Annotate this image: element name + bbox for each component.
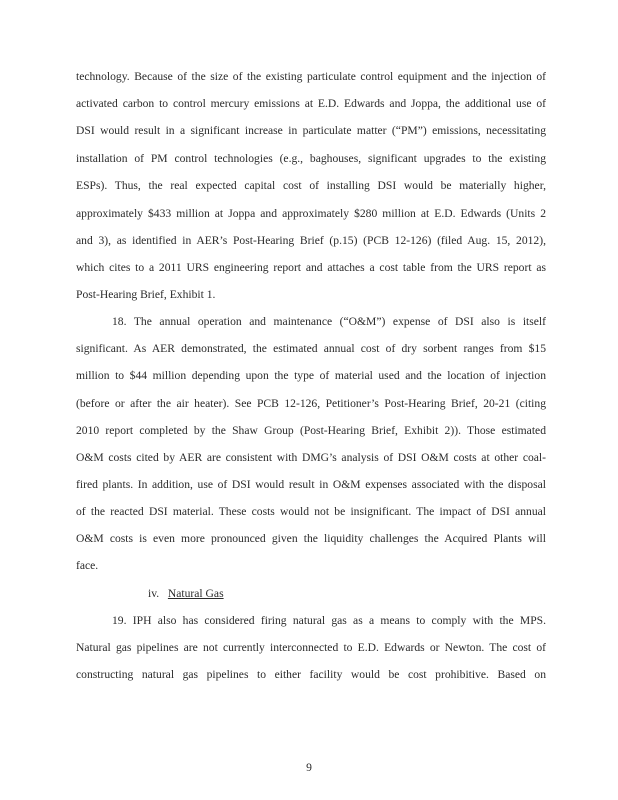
body-line: constructing natural gas pipelines to either facility would be cost prohibitive. Based on — [76, 668, 546, 681]
body-line: ESPs). Thus, the real expected capital cost of installing DSI would be materially higher, — [76, 179, 546, 192]
section-title: Natural Gas — [167, 587, 224, 600]
body-line: million to $44 million depending upon the type of material used and the location of injection — [76, 369, 546, 382]
body-line: and 3), as identified in AER’s Post-Hearing Brief (p.15) (PCB 12-126) (filed Aug. 15, 2012), — [76, 234, 546, 247]
body-line: technology. Because of the size of the existing particulate control equipment and the injection of — [76, 70, 546, 83]
body-line: face. — [76, 559, 99, 572]
paragraph-18-start: 18. The annual operation and maintenance (“O&M”) expense of DSI also is itself — [112, 315, 546, 328]
body-line: fired plants. In addition, use of DSI would result in O&M expenses associated with the disposal — [76, 478, 546, 491]
section-number: iv. — [148, 587, 160, 600]
body-line: Natural gas pipelines are not currently interconnected to E.D. Edwards or Newton. The cost of — [76, 641, 546, 654]
body-line: significant. As AER demonstrated, the estimated annual cost of dry sorbent ranges from $15 — [76, 342, 546, 355]
body-line: approximately $433 million at Joppa and approximately $280 million at E.D. Edwards (Units 2 — [76, 207, 546, 220]
paragraph-19-start: 19. IPH also has considered firing natural gas as a means to comply with the MPS. — [112, 614, 546, 627]
body-line: (before or after the air heater). See PCB 12-126, Petitioner’s Post-Hearing Brief, 20-21 (citing — [76, 397, 546, 410]
page-number: 9 — [306, 761, 312, 774]
body-line: DSI would result in a significant increase in particulate matter (“PM”) emissions, necessitating — [76, 124, 546, 137]
body-line: O&M costs is even more pronounced given the liquidity challenges the Acquired Plants will — [76, 532, 546, 545]
body-line: installation of PM control technologies (e.g., baghouses, significant upgrades to the existing — [76, 152, 546, 165]
body-line: O&M costs cited by AER are consistent with DMG’s analysis of DSI O&M costs at other coal- — [76, 451, 546, 464]
body-line: which cites to a 2011 URS engineering report and attaches a cost table from the URS report as — [76, 261, 546, 274]
body-line: Post-Hearing Brief, Exhibit 1. — [76, 288, 216, 301]
body-line: 2010 report completed by the Shaw Group (Post-Hearing Brief, Exhibit 2)). Those estimated — [76, 424, 546, 437]
body-line: of the reacted DSI material. These costs would not be insignificant. The impact of DSI annual — [76, 505, 546, 518]
body-line: activated carbon to control mercury emissions at E.D. Edwards and Joppa, the additional use of — [76, 97, 546, 110]
section-heading — [148, 587, 618, 601]
